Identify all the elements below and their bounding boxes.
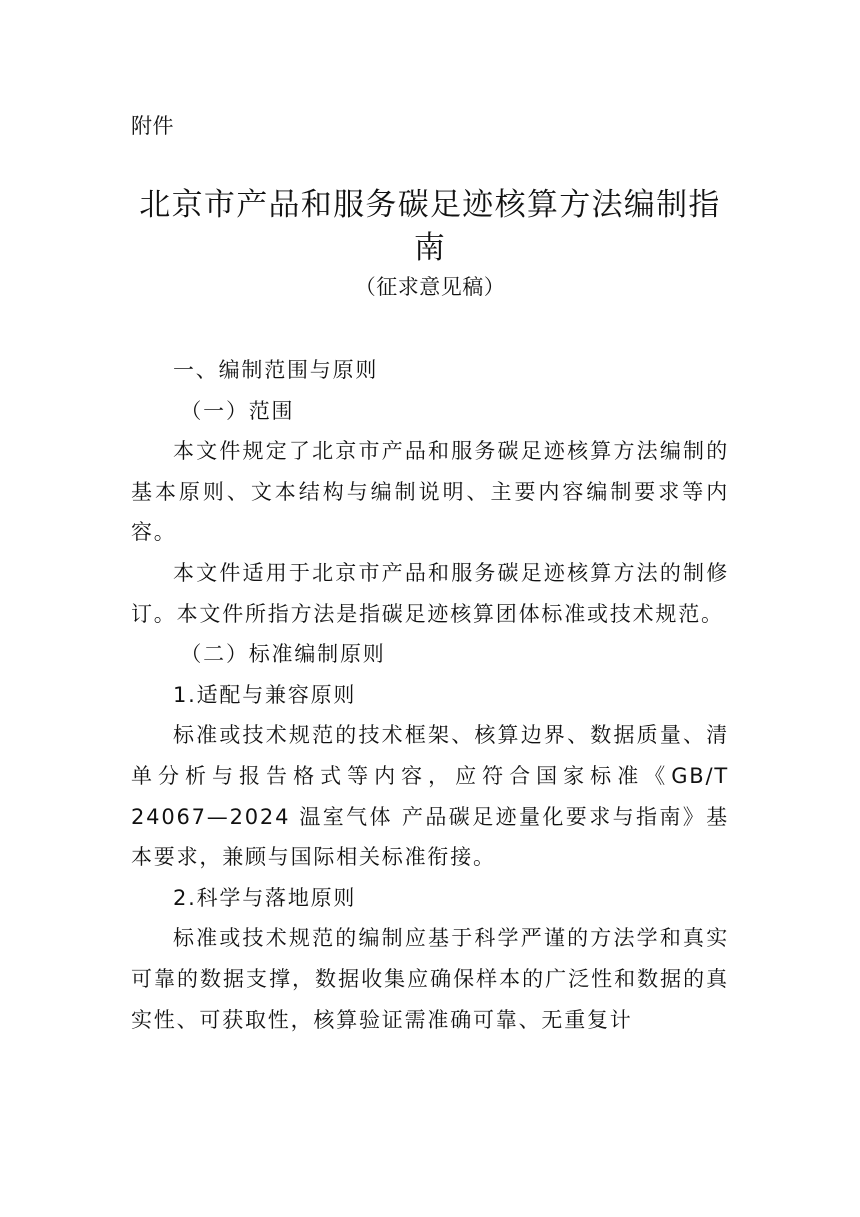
document-subtitle: （征求意见稿） — [354, 275, 506, 299]
numbered-heading: 2.科学与落地原则 — [173, 885, 357, 910]
subsection-heading: （二）标准编制原则 — [180, 642, 386, 667]
section-heading: 一、编制范围与原则 — [173, 358, 379, 382]
numbered-heading: 1.适配与兼容原则 — [173, 682, 357, 707]
subsection-heading: （一）范围 — [180, 398, 295, 423]
attachment-label: 附件 — [131, 114, 174, 138]
document-title: 北京市产品和服务碳足迹核算方法编制指南 — [139, 187, 721, 266]
body-paragraph: 本文件适用于北京市产品和服务碳足迹核算方法的制修订。本文件所指方法是指碳足迹核算团体标准或技术规范。 — [131, 560, 729, 626]
body-paragraph: 标准或技术规范的技术框架、核算边界、数据质量、清单分析与报告格式等内容，应符合国家标准《GB/T 24067—2024 温室气体 产品碳足迹量化要求与指南》基本要求，兼顾与国际相关标准衔接。 — [131, 723, 729, 870]
body-paragraph: 标准或技术规范的编制应基于科学严谨的方法学和真实可靠的数据支撑，数据收集应确保样本的广泛性和数据的真实性、可获取性，核算验证需准确可靠、无重复计 — [131, 926, 729, 1032]
document-body — [131, 350, 729, 1040]
body-paragraph: 本文件规定了北京市产品和服务碳足迹核算方法编制的基本原则、文本结构与编制说明、主要内容编制要求等内容。 — [131, 439, 729, 545]
